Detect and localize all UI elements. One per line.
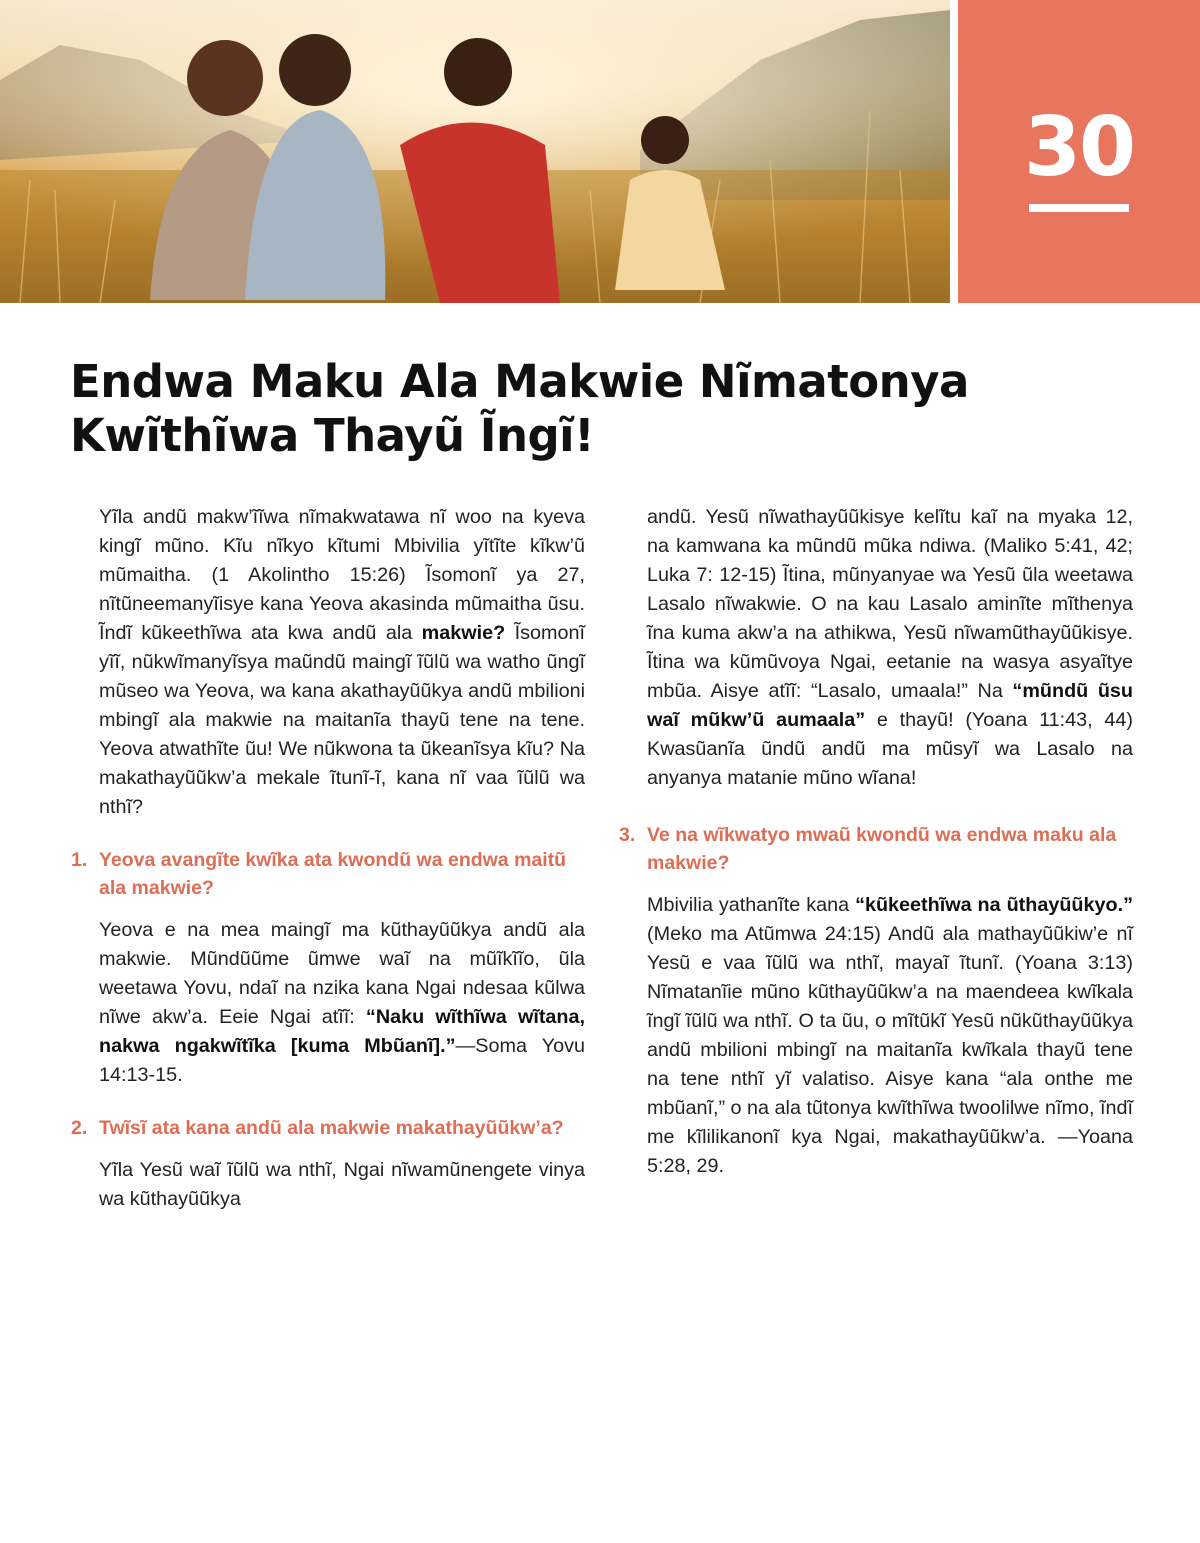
question-3-answer: Mbivilia yathanĩte kana “kũkeethĩwa na ũthayũũkyo.” (Meko ma Atũmwa 24:15) Andũ ala mathayũũkiw’e nĩ Yesũ e vaa ĩũlũ wa nthĩ, mayaĩ ĩtunĩ. (Yoana 3:13) Nĩmatanĩie mũno kũthayũũkw’a na maendeea kwĩkala ĩngĩ ĩũlũ wa nthĩ. O ta ũu, o mĩtũkĩ Yesũ nũkũthayũũkya andũ mbilioni mbingĩ na maitanĩa kwĩkala thayũ tene na tene nthĩ yĩ valatiso. Aisye kana “ala onthe me mbũanĩ,” o na ala tũtonya kwĩthĩwa twoolilwe nĩmo, ĩndĩ me kĩlilikanonĩ kya Ngai, makathayũũkw’a. —Yoana 5:28, 29. xyxy=(647,894,1133,1177)
lesson-number-box xyxy=(958,0,1200,303)
right-column xyxy=(619,503,1133,1194)
question-1-answer: Yeova e na mea maingĩ ma kũthayũũkya andũ ala makwie. Mũndũũme ũmwe waĩ na mũĩkĩĩo, ũla weetawa Yovu, ndaĩ na nzika kana Ngai ndesaa kũlwa nĩwe akw’a. Eeie Ngai atĩĩ: “Naku wĩthĩwa wĩtana, nakwa ngakwĩtĩka [kuma Mbũanĩ].”—Soma Yovu 14:13-15. xyxy=(99,919,585,1086)
question-2-answer: Yĩla Yesũ waĩ ĩũlũ wa nthĩ, Ngai nĩwamũnengete vinya wa kũthayũũkya xyxy=(99,1159,585,1210)
intro-paragraph: Yĩla andũ makw’ĩĩwa nĩmakwatawa nĩ woo na kyeva kingĩ mũno. Kĩu nĩkyo kĩtumi Mbivilia yĩtĩte kĩkw’ũ mũmaitha. (1 Akolintho 15:26) Ĩsomonĩ ya 27, nĩtũneemanyĩisye kana Yeova akasinda mũmaitha ũsu. Ĩndĩ kũkeethĩwa ata kwa andũ ala makwie? Ĩsomonĩ yĩĩ, nũkwĩmanyĩsya maũndũ maingĩ ĩũlũ wa watho ũngĩ mũseo wa Yeova, wa kana akathayũũkya andũ mbilioni mbingĩ ala makwie na maitanĩa thayũ tene na tene. Yeova atwathĩte ũu! We nũkwona ta ũkeanĩsya kĩu? Na makathayũũkw’a mekale ĩtunĩ-ĩ, kana nĩ vaa ĩũlũ wa nthĩ? xyxy=(99,506,585,818)
question-3-heading: 3. Ve na wĩkwatyo mwaũ kwondũ wa endwa maku ala makwie? xyxy=(619,824,1117,874)
left-column xyxy=(71,503,585,1227)
hero-photo xyxy=(0,0,950,303)
lesson-number-underline xyxy=(1029,204,1129,212)
lesson-number: 30 xyxy=(1023,100,1135,195)
lesson-title: Endwa Maku Ala Makwie Nĩmatonya Kwĩthĩwa Thayũ Ĩngĩ! xyxy=(70,355,969,462)
question-1-heading: 1. Yeova avangĩte kwĩka ata kwondũ wa endwa maitũ ala makwie? xyxy=(71,849,567,899)
question-2-answer-continued: andũ. Yesũ nĩwathayũũkisye kelĩtu kaĩ na myaka 12, na kamwana ka mũndũ mũka ndiwa. (Maliko 5:41, 42; Luka 7: 12-15) Ĩtina, mũnyanyae wa Yesũ ũla weetawa Lasalo nĩwakwie. O na kau Lasalo aminĩte mĩthenya ĩna kuma akw’a na athikwa, Yesũ nĩwamũthayũũkisye. Ĩtina wa kũmũvoya Ngai, eetanie na wasya asyaĩtye mbũa. Aisye atĩĩ: “Lasalo, umaala!” Na “mũndũ ũsu waĩ mũkw’ũ aumaala” e thayũ! (Yoana 11:43, 44) Kwasũanĩa ũndũ andũ ma mũsyĩ wa Lasalo na anyanya matanie mũno wĩana! xyxy=(647,506,1133,789)
question-2-heading: 2. Twĩsĩ ata kana andũ ala makwie makathayũũkw’a? xyxy=(71,1117,564,1139)
